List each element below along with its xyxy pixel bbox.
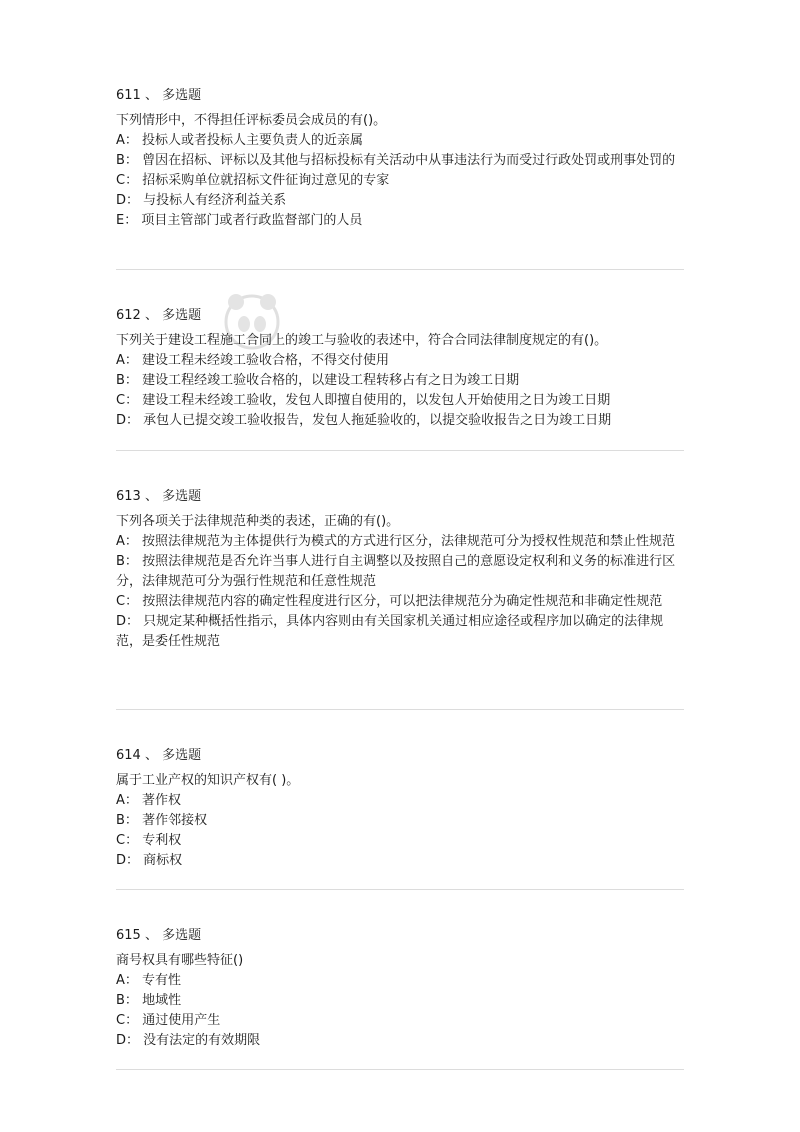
question-stem: 商号权具有哪些特征(): [116, 953, 244, 968]
option-text: 建设工程未经竣工验收合格，不得交付使用: [142, 353, 390, 368]
divider: [116, 269, 684, 270]
option-text: 地域性: [142, 993, 182, 1008]
option-d: [116, 612, 686, 652]
option-letter: C：: [116, 173, 139, 188]
option-c: [116, 592, 686, 612]
option-text: 招标采购单位就招标文件征询过意见的专家: [142, 173, 390, 188]
question-stem: 下列关于建设工程施工合同上的竣工与验收的表述中，符合合同法律制度规定的有()。: [116, 333, 608, 348]
option-letter: B：: [116, 153, 138, 168]
question-header: 615 、 多选题: [116, 928, 202, 943]
option-a: [116, 131, 686, 151]
option-a: [116, 351, 686, 371]
option-text: 只规定某种概括性指示，具体内容则由有关国家机关通过相应途径或程序加以确定的法律规范，是委任性规范: [116, 614, 664, 649]
option-letter: C：: [116, 833, 139, 848]
option-letter: B：: [116, 554, 138, 569]
question-header: 611 、 多选题: [116, 88, 202, 103]
option-d: [116, 411, 686, 431]
option-d: [116, 1031, 686, 1051]
option-text: 曾因在招标、评标以及其他与招标投标有关活动中从事违法行为而受过行政处罚或刑事处罚的: [142, 153, 676, 168]
option-text: 专利权: [142, 833, 182, 848]
option-a: [116, 791, 686, 811]
divider: [116, 1069, 684, 1070]
option-text: 建设工程经竣工验收合格的，以建设工程转移占有之日为竣工日期: [142, 373, 520, 388]
option-letter: D：: [116, 853, 140, 868]
option-letter: A：: [116, 973, 138, 988]
option-text: 通过使用产生: [142, 1013, 221, 1028]
option-letter: A：: [116, 793, 138, 808]
option-letter: B：: [116, 993, 138, 1008]
option-c: [116, 831, 686, 851]
option-text: 没有法定的有效期限: [143, 1033, 261, 1048]
option-letter: C：: [116, 393, 139, 408]
divider: [116, 709, 684, 710]
option-letter: D：: [116, 614, 140, 629]
option-letter: D：: [116, 193, 140, 208]
option-letter: A：: [116, 353, 138, 368]
option-letter: D：: [116, 413, 140, 428]
divider: [116, 889, 684, 890]
option-text: 著作权: [142, 793, 182, 808]
divider: [116, 450, 684, 451]
question-stem: 属于工业产权的知识产权有( )。: [116, 773, 300, 788]
question-613: [116, 487, 686, 652]
option-b: [116, 811, 686, 831]
option-d: [116, 191, 686, 211]
option-letter: D：: [116, 1033, 140, 1048]
option-a: [116, 971, 686, 991]
option-text: 商标权: [143, 853, 183, 868]
option-c: [116, 171, 686, 191]
option-text: 承包人已提交竣工验收报告，发包人拖延验收的，以提交验收报告之日为竣工日期: [143, 413, 612, 428]
option-letter: B：: [116, 373, 138, 388]
question-stem: 下列各项关于法律规范种类的表述，正确的有()。: [116, 514, 400, 529]
question-stem: 下列情形中，不得担任评标委员会成员的有()。: [116, 113, 387, 128]
option-letter: E：: [116, 213, 138, 228]
option-text: 项目主管部门或者行政监督部门的人员: [141, 213, 363, 228]
option-c: [116, 391, 686, 411]
question-615: [116, 926, 686, 1051]
option-a: [116, 532, 686, 552]
question-614: [116, 746, 686, 871]
question-header: 613 、 多选题: [116, 489, 202, 504]
option-letter: A：: [116, 534, 138, 549]
option-d: [116, 851, 686, 871]
option-letter: C：: [116, 594, 139, 609]
question-611: [116, 86, 686, 231]
option-b: [116, 371, 686, 391]
option-text: 投标人或者投标人主要负责人的近亲属: [142, 133, 364, 148]
option-text: 按照法律规范是否允许当事人进行自主调整以及按照自己的意愿设定权利和义务的标准进行区分，法律规范可分为强行性规范和任意性规范: [116, 554, 676, 589]
question-header: 614 、 多选题: [116, 748, 202, 763]
option-text: 按照法律规范为主体提供行为模式的方式进行区分，法律规范可分为授权性规范和禁止性规范: [142, 534, 676, 549]
option-c: [116, 1011, 686, 1031]
question-header: 612 、 多选题: [116, 308, 202, 323]
option-text: 按照法律规范内容的确定性程度进行区分，可以把法律规范分为确定性规范和非确定性规范: [142, 594, 663, 609]
option-b: [116, 151, 686, 171]
question-612: [116, 306, 686, 431]
option-b: [116, 991, 686, 1011]
option-text: 建设工程未经竣工验收，发包人即擅自使用的，以发包人开始使用之日为竣工日期: [142, 393, 611, 408]
option-text: 著作邻接权: [142, 813, 208, 828]
option-letter: B：: [116, 813, 138, 828]
option-letter: C：: [116, 1013, 139, 1028]
option-text: 与投标人有经济利益关系: [143, 193, 287, 208]
option-b: [116, 552, 686, 592]
option-e: [116, 211, 686, 231]
option-letter: A：: [116, 133, 138, 148]
option-text: 专有性: [142, 973, 182, 988]
